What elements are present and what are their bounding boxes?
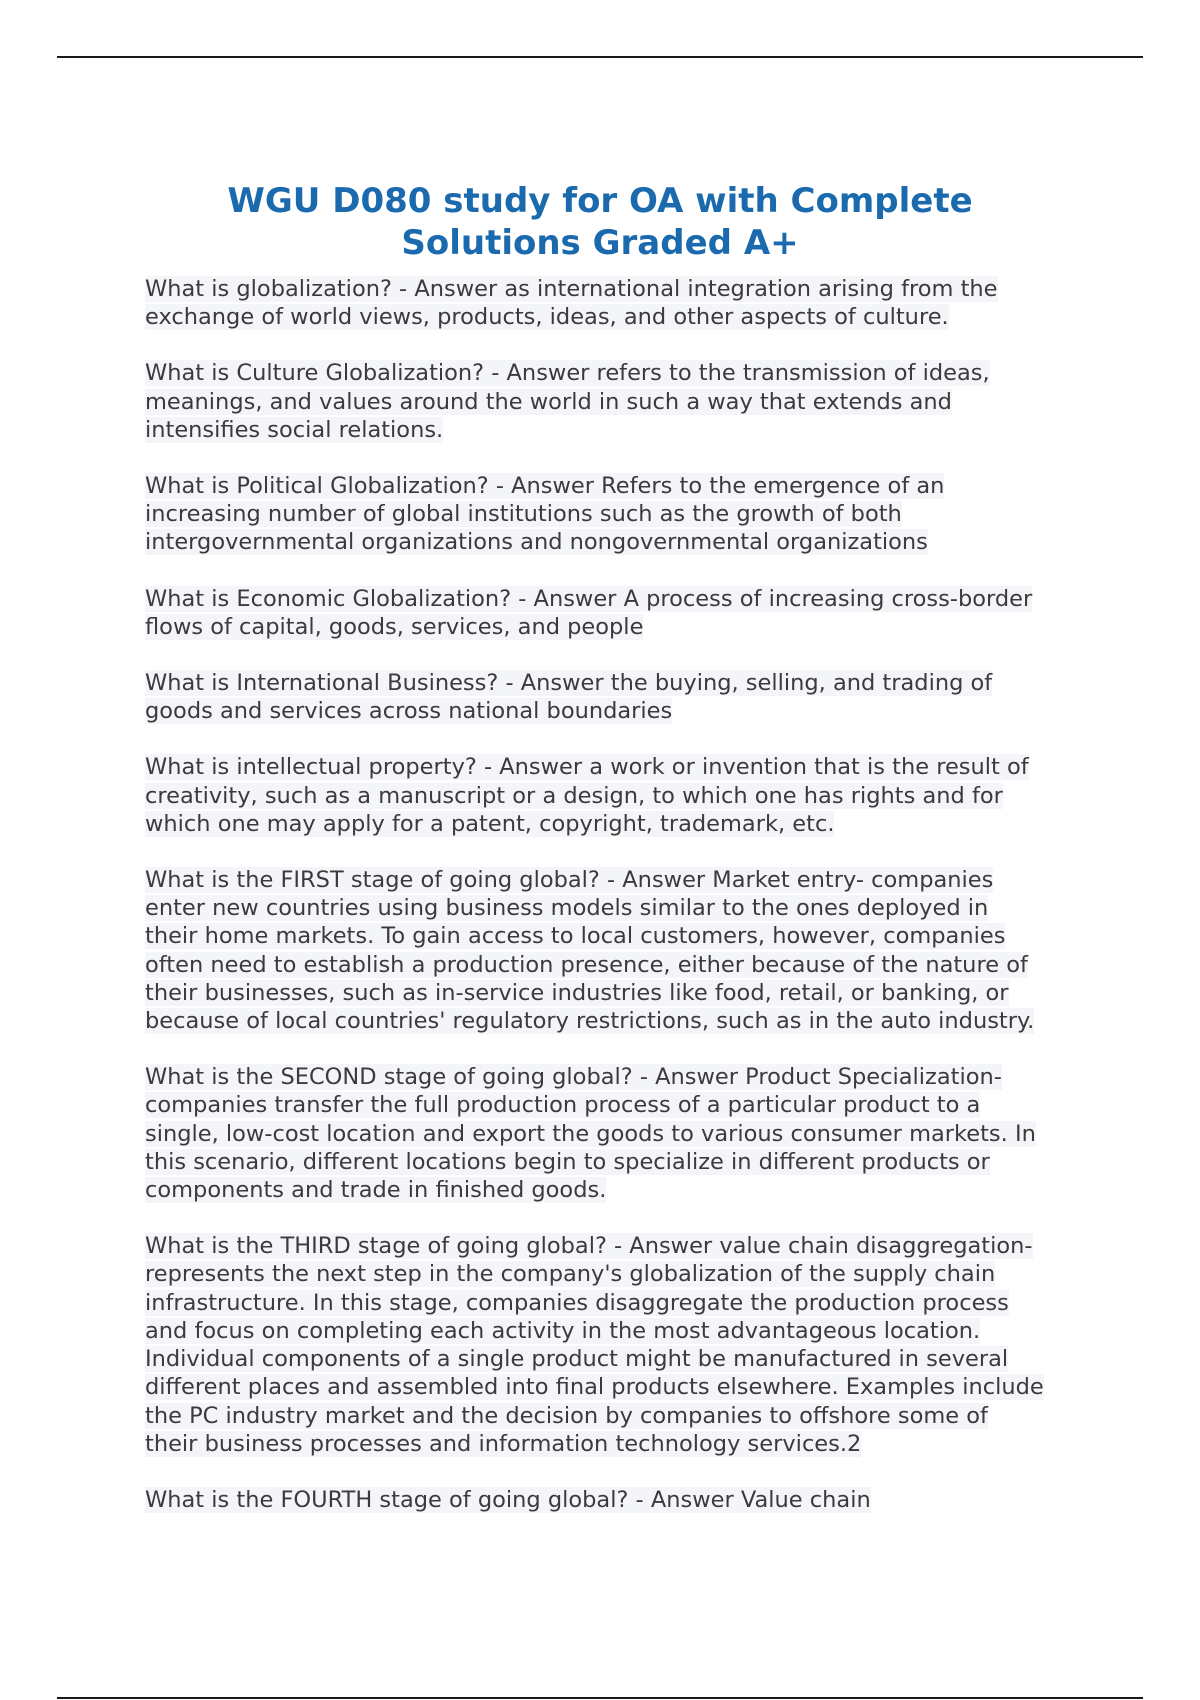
qa-text: What is the THIRD stage of going global? - Answer value chain disaggregation- represents the next step in the company's globalization of the supply chain infrastructure. In this stage, companies disaggregate the production process and focus on completing each activity in the most advantageous location. Individual components of a single product might be manufactured in several different places and assembled into final products elsewhere. Examples include the PC industry market and the decision by companies to offshore some of their business processes and information technology services.2 bbox=[145, 1233, 1044, 1457]
qa-item-culture-globalization bbox=[145, 359, 1045, 444]
qa-item-international-business bbox=[145, 669, 1045, 725]
qa-item-first-stage bbox=[145, 866, 1045, 1035]
qa-item-fourth-stage bbox=[145, 1486, 1045, 1514]
qa-list bbox=[145, 275, 1045, 1542]
qa-text: What is globalization? - Answer as international integration arising from the exchange of world views, products, ideas, and other aspects of culture. bbox=[145, 276, 998, 331]
qa-text: What is intellectual property? - Answer a work or invention that is the result of creativity, such as a manuscript or a design, to which one has rights and for which one may apply for a patent, copyright, trademark, etc. bbox=[145, 754, 1029, 837]
qa-text: What is the SECOND stage of going global? - Answer Product Specialization- companies transfer the full production process of a particular product to a single, low-cost location and export the goods to various consumer markets. In this scenario, different locations begin to specialize in different products or components and trade in finished goods. bbox=[145, 1064, 1036, 1204]
qa-item-economic-globalization bbox=[145, 585, 1045, 641]
qa-item-third-stage bbox=[145, 1232, 1045, 1458]
qa-item-political-globalization bbox=[145, 472, 1045, 557]
qa-text: What is International Business? - Answer the buying, selling, and trading of goods and services across national boundaries bbox=[145, 670, 993, 725]
qa-text: What is Economic Globalization? - Answer A process of increasing cross-border flows of capital, goods, services, and people bbox=[145, 585, 1033, 640]
document-title: WGU D080 study for OA with Complete Solutions Graded A+ bbox=[227, 181, 973, 263]
qa-text: What is the FOURTH stage of going global? - Answer Value chain bbox=[145, 1486, 871, 1513]
top-divider bbox=[57, 56, 1143, 58]
qa-text: What is Culture Globalization? - Answer refers to the transmission of ideas, meanings, and values around the world in such a way that extends and intensifies social relations. bbox=[145, 360, 990, 443]
qa-item-globalization bbox=[145, 275, 1045, 331]
qa-item-intellectual-property bbox=[145, 753, 1045, 838]
qa-text: What is the FIRST stage of going global? - Answer Market entry- companies enter new countries using business models similar to the ones deployed in their home markets. To gain access to local customers, however, companies often need to establish a production presence, either because of the nature of their businesses, such as in-service industries like food, retail, or banking, or because of local countries' regulatory restrictions, such as in the auto industry. bbox=[145, 867, 1035, 1035]
qa-item-second-stage bbox=[145, 1063, 1045, 1204]
bottom-divider bbox=[57, 1697, 1143, 1699]
qa-text: What is Political Globalization? - Answer Refers to the emergence of an increasing number of global institutions such as the growth of both intergovernmental organizations and nongovernmental organizations bbox=[145, 473, 945, 556]
